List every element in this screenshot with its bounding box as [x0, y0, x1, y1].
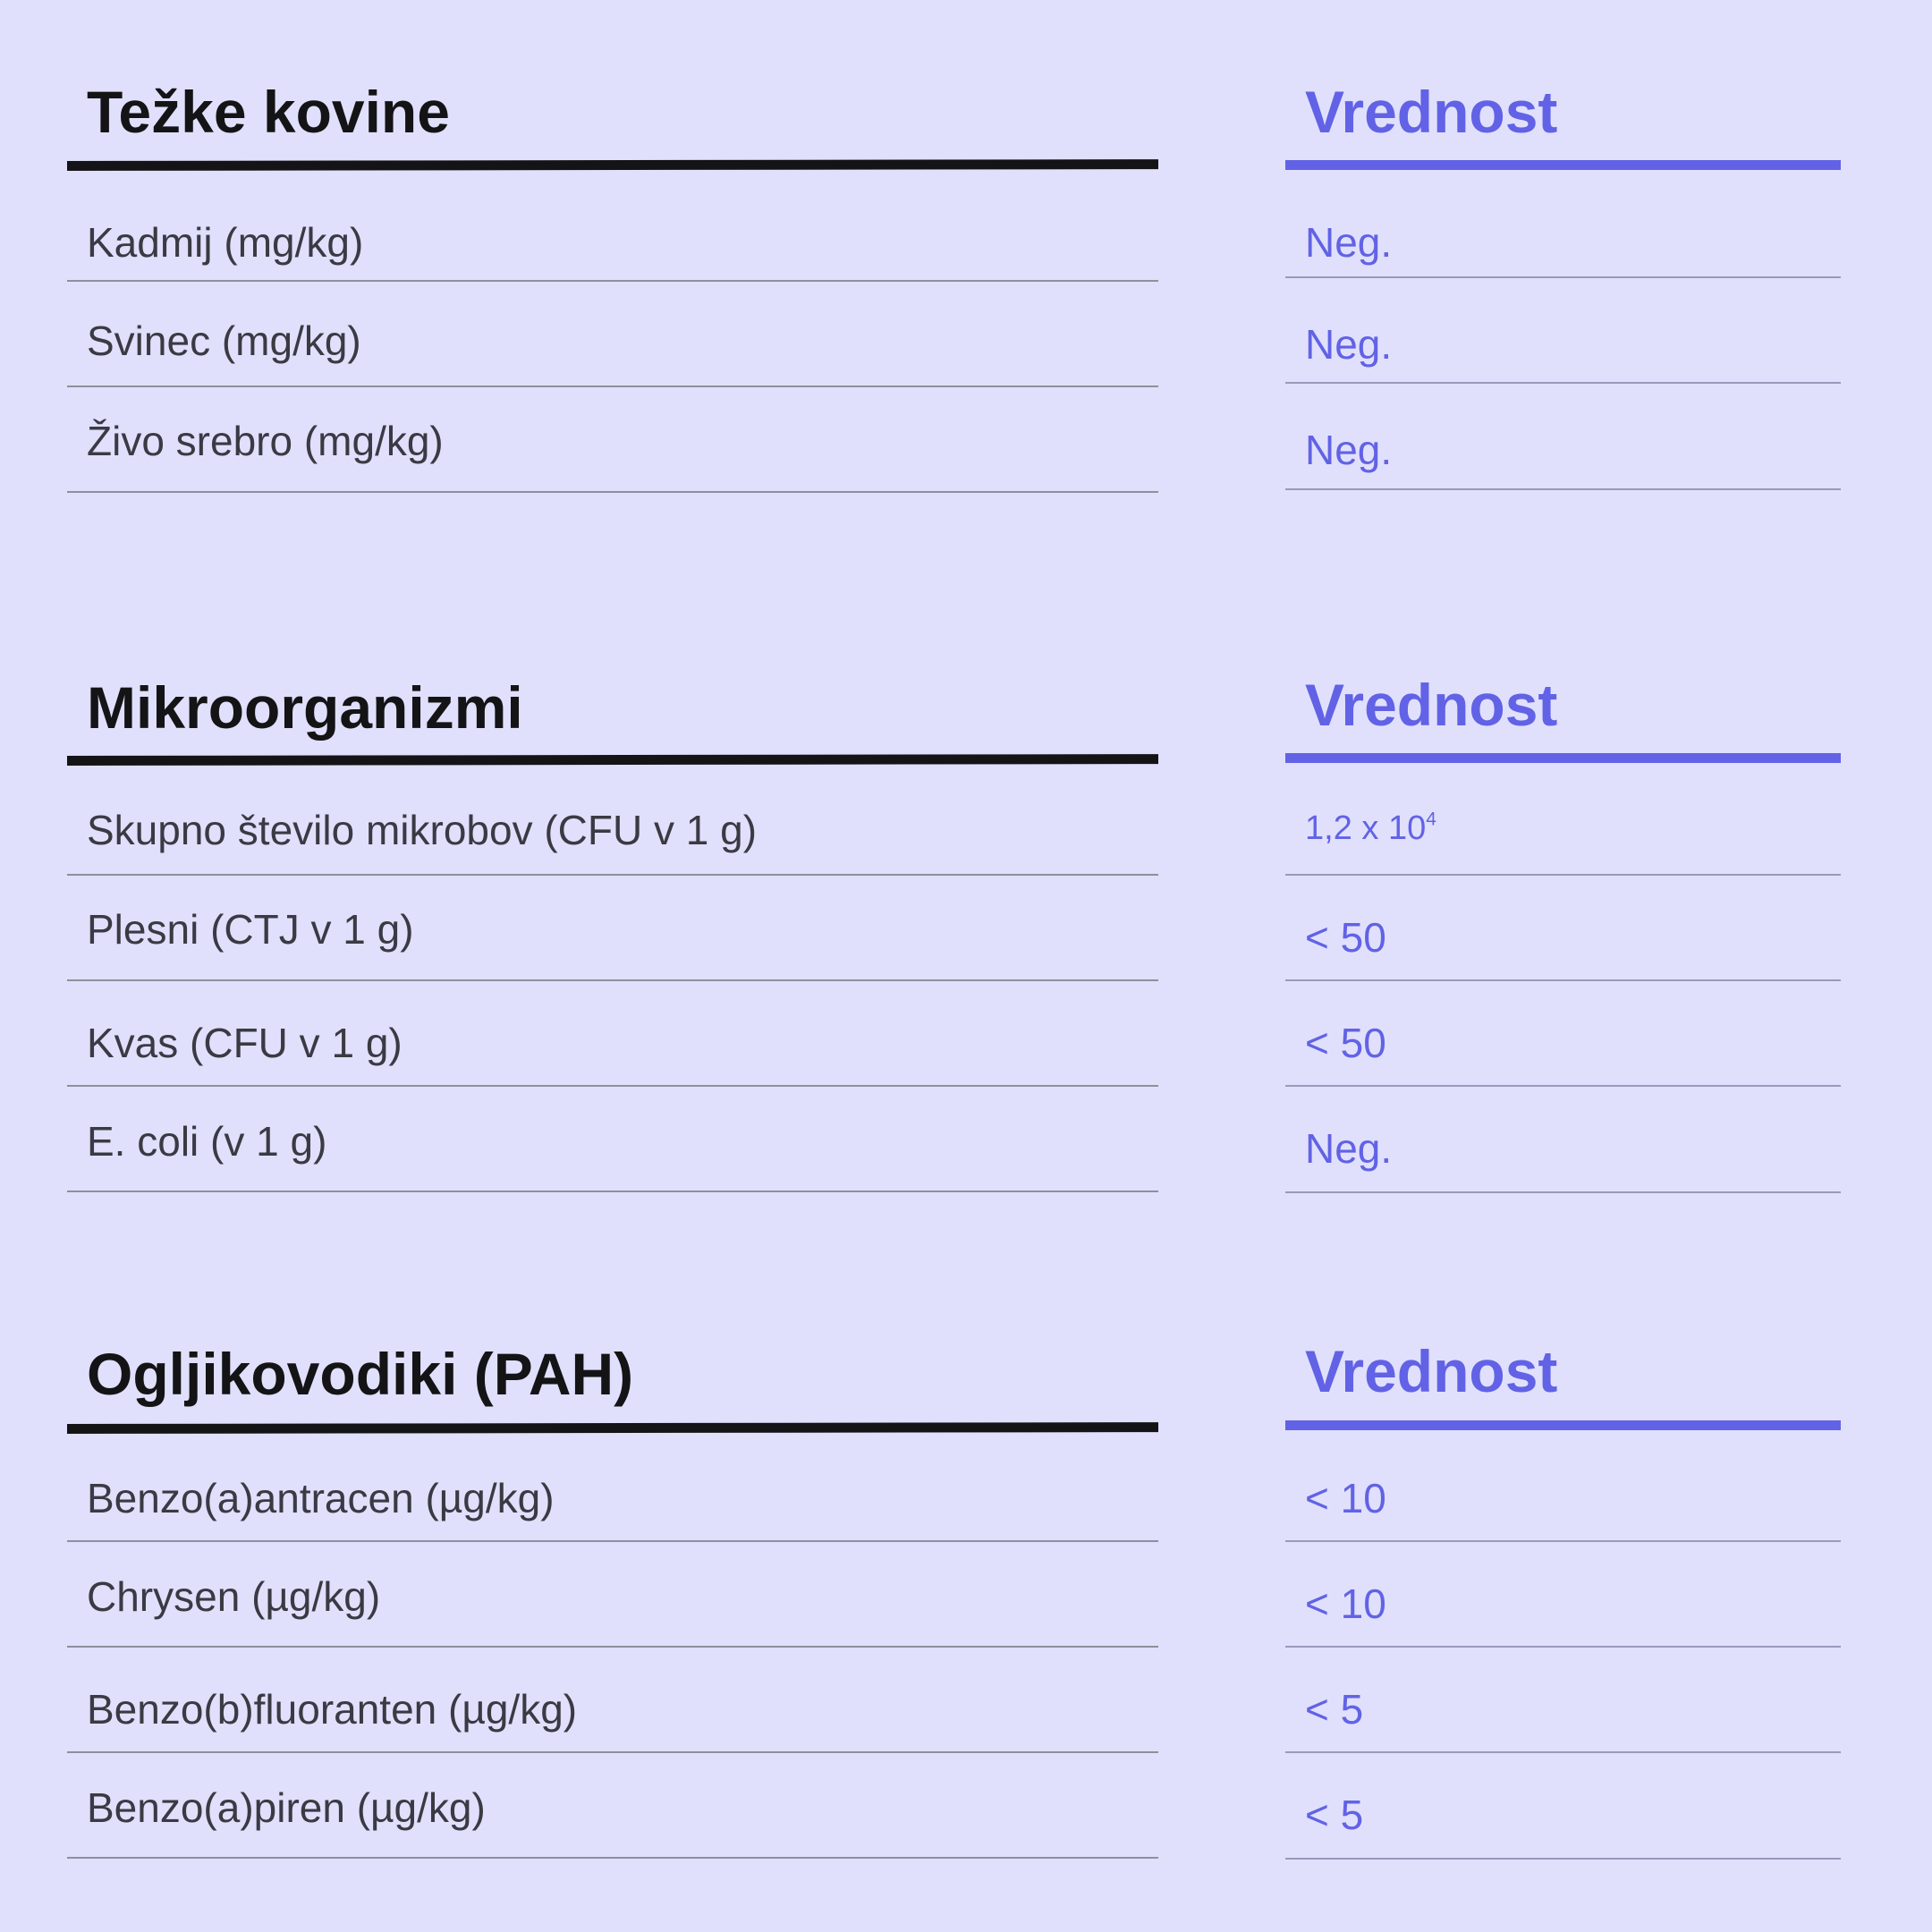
section-title: Težke kovine — [87, 79, 450, 145]
value-header-divider — [1285, 1420, 1841, 1430]
row-label: Kvas (CFU v 1 g) — [87, 1020, 402, 1066]
value-column-header: Vrednost — [1305, 79, 1558, 145]
row-value: Neg. — [1305, 219, 1393, 266]
row-divider — [67, 1540, 1158, 1542]
row-divider — [67, 1857, 1158, 1859]
section-divider — [67, 1422, 1158, 1434]
row-label: Živo srebro (mg/kg) — [87, 418, 444, 464]
row-divider — [1285, 1646, 1841, 1648]
row-value: < 10 — [1305, 1580, 1386, 1627]
value-column-header: Vrednost — [1305, 1338, 1558, 1404]
row-divider — [1285, 1540, 1841, 1542]
row-label: Benzo(b)fluoranten (µg/kg) — [87, 1686, 578, 1733]
value-column-header: Vrednost — [1305, 672, 1558, 738]
row-divider — [67, 1646, 1158, 1648]
row-label: E. coli (v 1 g) — [87, 1118, 327, 1165]
section-title: Mikroorganizmi — [87, 674, 523, 741]
pah-section — [67, 0, 1158, 1869]
section-title: Ogljikovodiki (PAH) — [87, 1341, 634, 1407]
row-value: < 5 — [1305, 1792, 1364, 1838]
row-value-base: 1,2 x 10 — [1305, 809, 1427, 847]
row-divider — [67, 1751, 1158, 1753]
row-label: Chrysen (µg/kg) — [87, 1573, 381, 1620]
row-value: Neg. — [1305, 1125, 1393, 1172]
row-value: < 10 — [1305, 1475, 1386, 1521]
row-label: Benzo(a)antracen (µg/kg) — [87, 1475, 555, 1521]
row-label: Skupno število mikrobov (CFU v 1 g) — [87, 807, 758, 853]
row-label: Benzo(a)piren (µg/kg) — [87, 1784, 486, 1831]
row-value: < 5 — [1305, 1686, 1364, 1733]
row-value: Neg. — [1305, 427, 1393, 473]
pah-values — [1285, 0, 1841, 1869]
row-label: Svinec (mg/kg) — [87, 318, 361, 364]
row-value: < 50 — [1305, 914, 1386, 961]
row-divider — [1285, 1858, 1841, 1860]
row-value-exponent: 4 — [1426, 809, 1436, 830]
row-label: Plesni (CTJ v 1 g) — [87, 906, 414, 953]
row-value: < 50 — [1305, 1020, 1386, 1066]
row-divider — [1285, 1751, 1841, 1753]
row-label: Kadmij (mg/kg) — [87, 219, 364, 266]
row-value: Neg. — [1305, 321, 1393, 368]
